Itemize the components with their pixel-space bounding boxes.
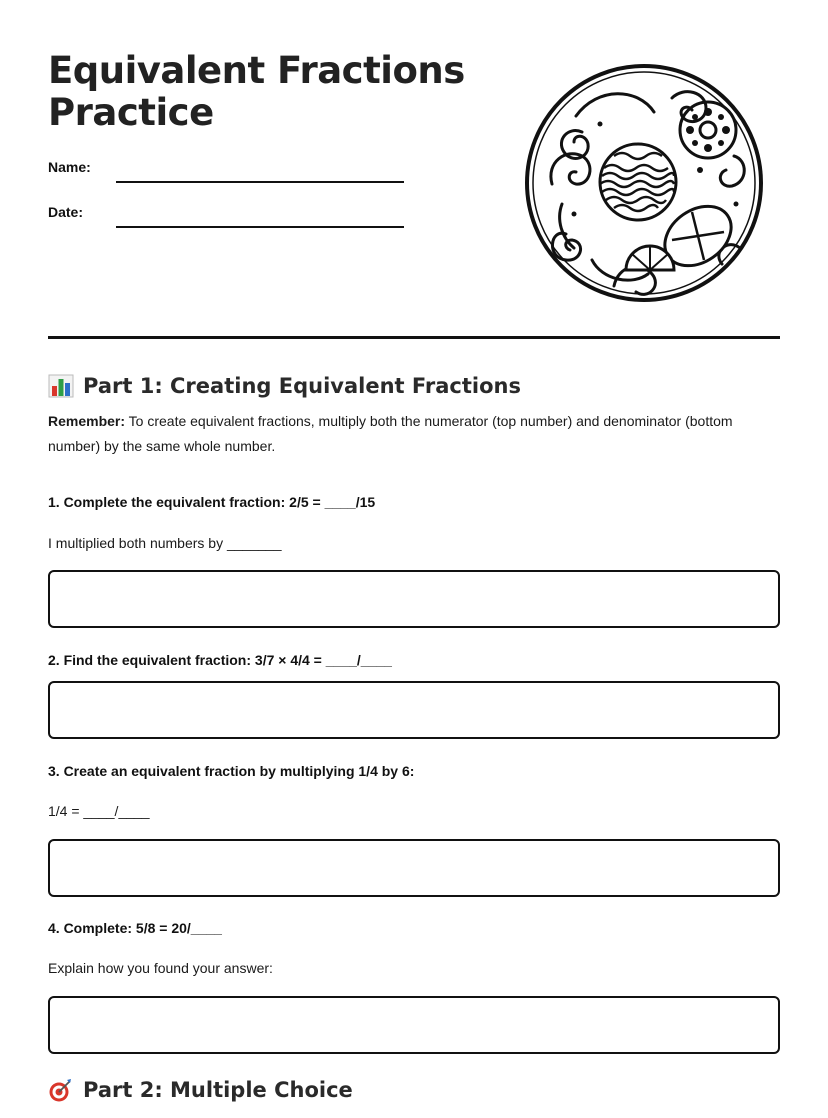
part2-heading <box>48 1078 353 1102</box>
question-3-prompt: 3. Create an equivalent fraction by multiplying 1/4 by 6: <box>48 763 415 779</box>
question-1-sub: I multiplied both numbers by _______ <box>48 535 282 551</box>
question-3-answer-box[interactable] <box>48 839 780 897</box>
question-2-answer-box[interactable] <box>48 681 780 739</box>
worksheet-page <box>48 0 780 1102</box>
question-4-answer-box[interactable] <box>48 996 780 1054</box>
title-line-2: Practice <box>48 91 214 134</box>
date-field <box>48 204 408 228</box>
name-write-line[interactable] <box>116 181 404 183</box>
date-write-line[interactable] <box>116 226 404 228</box>
decorative-emblem-image <box>522 64 766 302</box>
name-field <box>48 159 408 183</box>
question-2-prompt: 2. Find the equivalent fraction: 3/7 × 4/4 = ____/____ <box>48 652 392 668</box>
question-3-sub: 1/4 = ____/____ <box>48 803 150 819</box>
target-icon <box>48 1078 74 1102</box>
question-1-answer-box[interactable] <box>48 570 780 628</box>
header-divider <box>48 336 780 339</box>
worksheet-header <box>48 0 780 338</box>
remember-note <box>48 409 780 459</box>
page-title <box>48 50 488 134</box>
name-label: Name: <box>48 159 91 175</box>
question-4-sub: Explain how you found your answer: <box>48 960 273 976</box>
part1-heading-text: Part 1: Creating Equivalent Fractions <box>83 374 521 398</box>
part1-heading <box>48 374 521 398</box>
title-line-1: Equivalent Fractions <box>48 49 465 92</box>
date-label: Date: <box>48 204 84 220</box>
question-4-prompt: 4. Complete: 5/8 = 20/____ <box>48 920 222 936</box>
remember-label: Remember: <box>48 413 126 429</box>
question-1-prompt: 1. Complete the equivalent fraction: 2/5 = ____/15 <box>48 494 376 510</box>
part2-heading-text: Part 2: Multiple Choice <box>83 1078 353 1102</box>
bar-chart-icon <box>48 374 74 398</box>
remember-text: To create equivalent fractions, multiply both the numerator (top number) and denominator (bottom number) by the same whole number. <box>48 413 733 454</box>
